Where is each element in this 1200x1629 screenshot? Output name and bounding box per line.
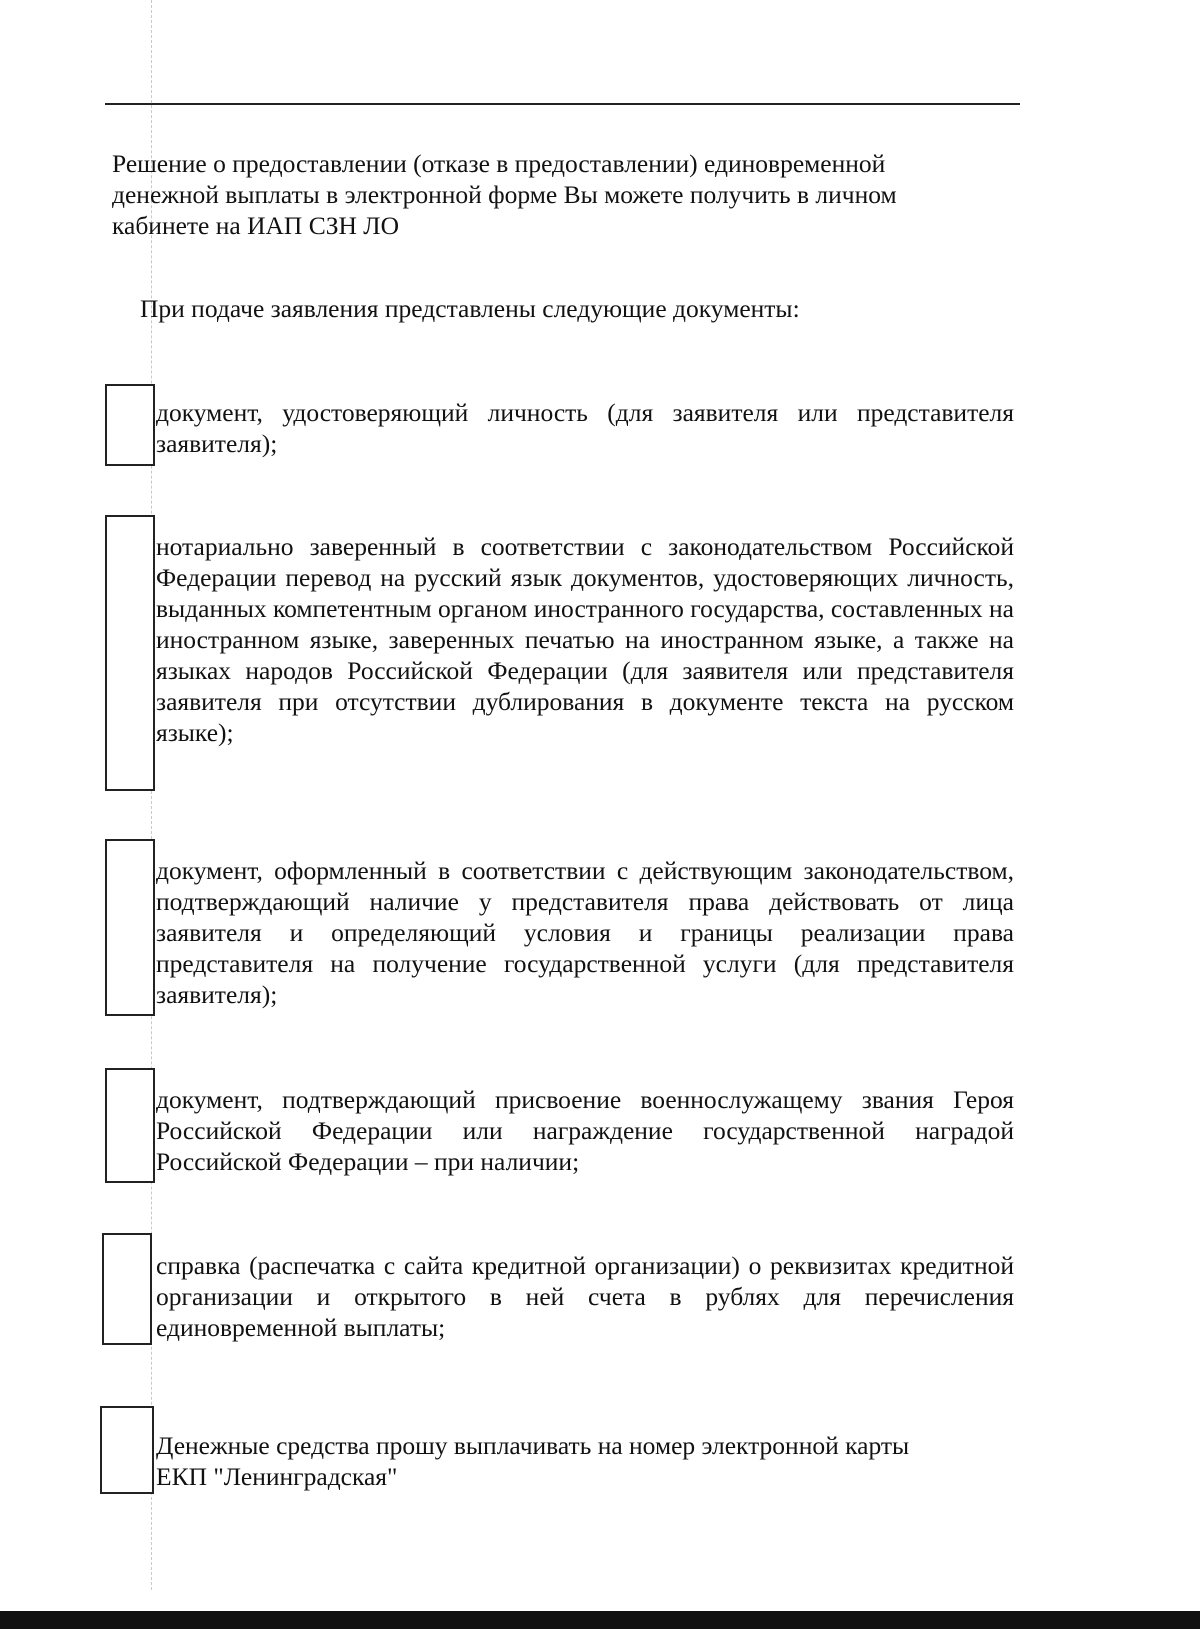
decision-notice-line-3: кабинете на ИАП СЗН ЛО xyxy=(112,211,399,240)
item-hero-title-document: документ, подтверждающий присвоение военнослужащему звания Героя Российской Федерации или награждение государственной наградой Российской Федерации – при наличии; xyxy=(156,1085,1014,1176)
decision-notice xyxy=(112,148,1012,241)
item-identity-document: документ, удостоверяющий личность (для заявителя или представителя заявителя); xyxy=(156,398,1014,458)
checkbox-identity-document[interactable] xyxy=(105,384,155,466)
decision-notice-line-2: денежной выплаты в электронной форме Вы можете получить в личном xyxy=(112,180,897,209)
checkbox-notarized-translation[interactable] xyxy=(105,515,155,791)
documents-heading: При подаче заявления представлены следующие документы: xyxy=(140,294,800,323)
item-bank-details: справка (распечатка с сайта кредитной организации) о реквизитах кредитной организации и открытого в ней счета в рублях для перечисления единовременной выплаты; xyxy=(156,1251,1014,1342)
checkbox-representative-authority[interactable] xyxy=(105,839,155,1016)
checkbox-ekp-card-payment[interactable] xyxy=(100,1406,154,1494)
checkbox-bank-details[interactable] xyxy=(102,1233,152,1345)
item-notarized-translation: нотариально заверенный в соответствии с законодательством Российской Федерации перевод на русский язык документов, удостоверяющих личность, выданных компетентным органом иностранного государства, составленных на иностранном языке, заверенных печатью на иностранном языке, а также на языках народов Российской Федерации (для заявителя или представителя заявителя при отсутствии дублирования в документе текста на русском языке); xyxy=(156,532,1014,747)
header-divider xyxy=(105,103,1020,105)
item-ekp-card-payment: Денежные средства прошу выплачивать на номер электронной карты ЕКП "Ленинградская" xyxy=(156,1431,910,1491)
decision-notice-line-1: Решение о предоставлении (отказе в предоставлении) единовременной xyxy=(112,149,886,178)
scan-bottom-border xyxy=(0,1611,1200,1629)
item-representative-authority: документ, оформленный в соответствии с действующим законодательством, подтверждающий наличие у представителя права действовать от лица заявителя и определяющий условия и границы реализации права представителя на получение государственной услуги (для представителя заявителя); xyxy=(156,856,1014,1009)
checkbox-hero-title-document[interactable] xyxy=(105,1068,155,1183)
